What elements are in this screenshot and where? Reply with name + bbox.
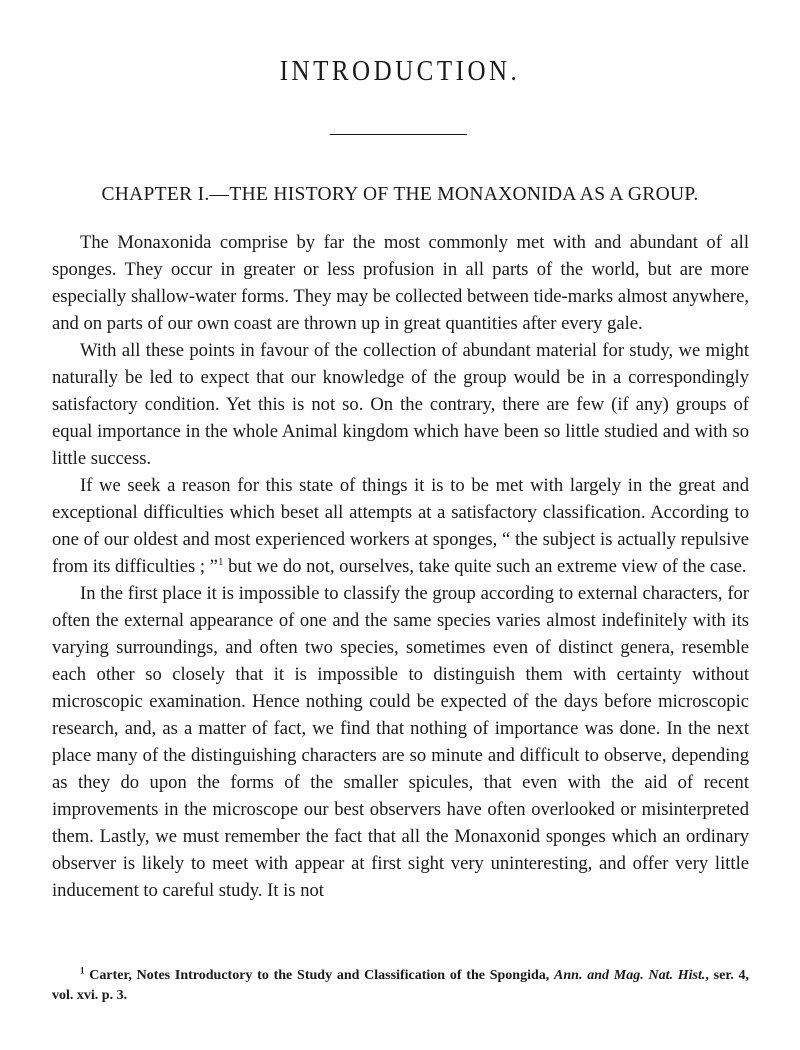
chapter-heading: CHAPTER I.—THE HISTORY OF THE MONAXONIDA AS A GROUP. — [101, 184, 699, 205]
footnote-citation: , ser. 4, vol. xvi. p. 3. — [52, 968, 750, 1003]
footnote-marker: 1 — [80, 965, 85, 976]
footnote — [52, 966, 749, 1006]
paragraph-3 — [52, 472, 749, 580]
footnote-reference[interactable]: 1 — [217, 555, 224, 568]
paragraph-2: With all these points in favour of the collection of abundant material for study, we might naturally be led to expect that our knowledge of the group would be in a correspondingly satisfactory condition. Yet this is not so. On the contrary, there are few (if any) groups of equal importance in the whole Animal kingdom which have been so little studied and with so little success. — [52, 340, 749, 469]
page-title: INTRODUCTION. — [279, 56, 521, 87]
footnote-journal: Ann. and Mag. Nat. Hist. — [554, 968, 706, 983]
footnote-text: Carter, Notes Introductory to the Study and Classification of the Spongida, — [89, 968, 550, 983]
title-divider — [330, 134, 467, 135]
paragraph-3-text-before: If we seek a reason for this state of things it is to be met with largely in the great and exceptional difficulties which beset all attempts at a satisfactory classification. According to one of our oldest and most experienced workers at sponges, “ the subject is actually repulsive from its difficulties ; ” — [52, 475, 749, 577]
paragraph-3-text-after: but we do not, ourselves, take quite such an extreme view of the case. — [223, 556, 747, 577]
paragraph-1: The Monaxonida comprise by far the most commonly met with and abundant of all sponges. They occur in greater or less profusion in all parts of the world, but are more especially shallow-water forms. They may be collected between tide-marks almost anywhere, and on parts of our own coast are thrown up in great quantities after every gale. — [52, 232, 749, 334]
paragraph-4: In the first place it is impossible to classify the group according to external characters, for often the external appearance of one and the same species varies almost indefinitely with its varying surroundings, and often two species, sometimes even of distinct genera, resemble each other so closely that it is impossible to distinguish them with certainty without microscopic examination. Hence nothing could be expected of the days before microscopic research, and, as a matter of fact, we find that nothing of importance was done. In the next place many of the distinguishing characters are so minute and difficult to observe, depending as they do upon the forms of the smaller spicules, that even with the aid of recent improvements in the microscope our best observers have often overlooked or misinterpreted them. Lastly, we must remember the fact that all the Monaxonid sponges which an ordinary observer is likely to meet with appear at first sight very uninteresting, and offer very little inducement to careful study. It is not — [52, 583, 749, 901]
body-text — [52, 229, 749, 904]
